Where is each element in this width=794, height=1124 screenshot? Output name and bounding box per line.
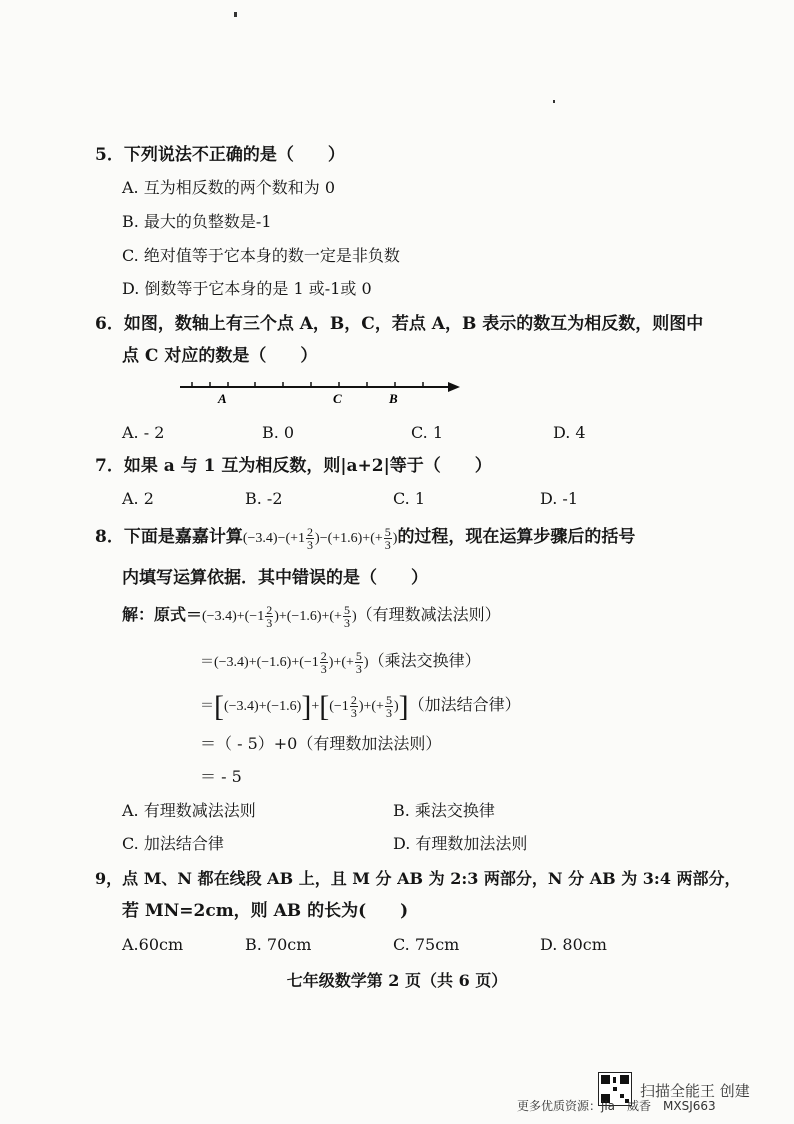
q8-step2: ＝(−3.4)+(−1.6)+(−1 $\frac{2}{3}$ )+(+ $\frac{5}{3}$ )（乘法交换律） [200, 649, 481, 677]
q5-option-d: D. 倒数等于它本身的是 1 或-1或 0 [122, 279, 372, 298]
q9-stem-line2: 若 MN=2cm，则 AB 的长为( ) [122, 901, 409, 921]
q6-option-c: C. 1 [411, 423, 444, 442]
q8-step1: 解：原式＝(−3.4)+(−1 $\frac{2}{3}$ )+(−1.6)+(+ $\frac{5}{3}$ )（有理数减法法则） [122, 603, 501, 631]
q9-option-b: B. 70cm [245, 935, 312, 954]
q8-reason-1: （有理数减法法则） [356, 605, 501, 624]
q9-option-c: C. 75cm [393, 935, 460, 954]
watermark-brand: 扫描全能王 创建 [640, 1082, 750, 1100]
q8-step4 [200, 733, 441, 755]
q8-option-c: C. 加法结合律 [122, 834, 224, 853]
q8-reason-3: （加法结合律） [408, 695, 521, 714]
scan-speck [553, 100, 555, 103]
q6-stem-line1: 6．如图，数轴上有三个点 A，B，C，若点 A，B 表示的数互为相反数，则图中 [95, 314, 704, 334]
q7-option-d: D. -1 [540, 489, 579, 508]
q8-options-row1 [0, 800, 794, 822]
q6-stem-line2: 点 C 对应的数是（ ） [122, 346, 318, 366]
q8-option-d: D. 有理数加法法则 [393, 834, 528, 853]
q7-option-c: C. 1 [393, 489, 426, 508]
axis-label-c: C [333, 391, 342, 406]
q8-solution-label: 解：原式＝ [122, 605, 203, 624]
q8-options-row2 [0, 833, 794, 855]
number-line [170, 372, 470, 408]
q8-option-b: B. 乘法交换律 [393, 801, 495, 820]
q8-step4-expression: ＝（ - 5）+0 [200, 734, 298, 753]
q8-stem-line2: 内填写运算依据．其中错误的是（ ） [122, 568, 428, 588]
q5-option-b: B. 最大的负整数是-1 [122, 212, 272, 231]
q5-stem: 5．下列说法不正确的是（ ） [95, 145, 345, 165]
q8-stem-pre: 8．下面是嘉嘉计算 [95, 527, 243, 547]
q8-stem-post: 的过程，现在运算步骤后的括号 [397, 527, 636, 547]
q8-stem-line1 [95, 526, 635, 551]
q8-step5: ＝ - 5 [200, 767, 242, 786]
q8-step3: ＝[(−3.4)+(−1.6)]+[(−1 $\frac{2}{3}$ )+(+ $\frac{5}{3}$ )]（加法结合律） [200, 689, 521, 723]
axis-label-b: B [389, 391, 398, 406]
q6-option-b: B. 0 [262, 423, 295, 442]
q9-stem-line1: 9，点 M、N 都在线段 AB 上，且 M 分 AB 为 2:3 两部分，N 分 AB 为 3:4 两部分， [95, 869, 741, 888]
axis-label-a: A [218, 391, 227, 406]
q8-reason-2: （乘法交换律） [368, 651, 481, 670]
q7-stem: 7．如果 a 与 1 互为相反数，则|a+2|等于（ ） [95, 456, 492, 476]
q9-options [0, 934, 794, 956]
q6-options [0, 422, 794, 444]
q9-option-a: A.60cm [122, 935, 184, 954]
q8-stem-expression: (−3.4)−(+1 $\frac{2}{3}$ )−(+1.6)+(+ $\frac{5}{3}$ ) [242, 525, 398, 553]
q6-option-d: D. 4 [553, 423, 586, 442]
q8-option-a: A. 有理数减法法则 [122, 801, 256, 820]
q5-option-c: C. 绝对值等于它本身的数一定是非负数 [122, 246, 400, 265]
scan-speck [234, 12, 237, 17]
q7-options [0, 488, 794, 510]
q5-option-a: A. 互为相反数的两个数和为 0 [122, 178, 335, 197]
q7-option-b: B. -2 [245, 489, 283, 508]
q6-option-a: A. - 2 [122, 423, 165, 442]
q9-option-d: D. 80cm [540, 935, 607, 954]
watermark-source: 更多优质资源：jia 威香 MXSJ663 [517, 1099, 716, 1113]
q8-reason-4: （有理数加法法则） [297, 734, 442, 753]
q7-option-a: A. 2 [122, 489, 154, 508]
page-footer: 七年级数学第 2 页（共 6 页） [286, 971, 508, 990]
